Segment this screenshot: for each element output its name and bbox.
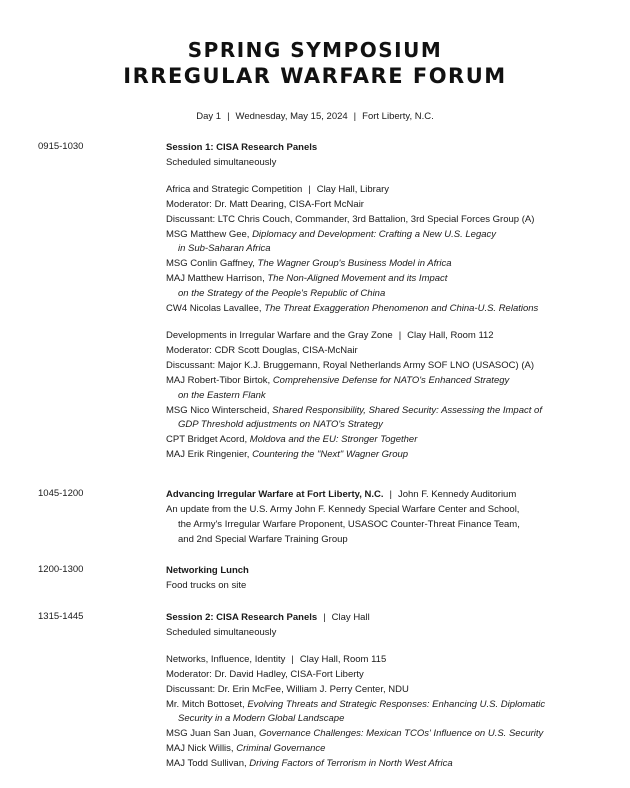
session-title: Session 1: CISA Research Panels xyxy=(166,142,318,153)
session-block xyxy=(166,611,606,772)
session-heading xyxy=(166,611,606,626)
separator: | xyxy=(389,489,392,500)
panel-venue: Clay Hall, Room 112 xyxy=(407,329,494,341)
talk xyxy=(166,698,606,713)
speaker: MAJ Matthew Harrison, xyxy=(166,273,268,285)
panel-name: Networks, Influence, Identity xyxy=(166,653,286,665)
panel-heading xyxy=(166,329,606,344)
date-label: Wednesday, May 15, 2024 xyxy=(235,111,348,122)
talk-title-cont: Security in a Modern Global Landscape xyxy=(178,713,345,725)
session-time: 1200-1300 xyxy=(38,564,84,575)
talk-title: The Non-Aligned Movement and its Impact xyxy=(267,273,448,285)
talk-title: Driving Factors of Terrorism in North West Africa xyxy=(249,758,453,770)
session-time: 0915-1030 xyxy=(38,141,84,152)
moderator: Moderator: Dr. Matt Dearing, CISA-Fort McNair xyxy=(166,198,364,210)
panel-name: Developments in Irregular Warfare and the Gray Zone xyxy=(166,329,393,341)
speaker: MAJ Todd Sullivan, xyxy=(166,758,250,770)
talk xyxy=(166,272,606,287)
description-line: and 2nd Special Warfare Training Group xyxy=(178,533,348,545)
separator: | xyxy=(353,111,357,122)
talk xyxy=(166,302,606,317)
speaker: MSG Nico Winterscheid, xyxy=(166,404,273,416)
session-venue: Clay Hall xyxy=(331,612,370,623)
session-block xyxy=(166,488,606,548)
session-title: Networking Lunch xyxy=(166,565,249,576)
separator: | xyxy=(227,111,230,122)
separator: | xyxy=(323,612,326,623)
separator: | xyxy=(308,183,311,195)
location-label: Fort Liberty, N.C. xyxy=(362,111,434,122)
day-line xyxy=(0,111,630,122)
speaker: MSG Matthew Gee, xyxy=(166,228,253,240)
session-title: Session 2: CISA Research Panels xyxy=(166,612,318,623)
separator: | xyxy=(291,653,294,665)
talk-title: Shared Responsibility, Shared Security: Assessing the Impact of xyxy=(272,404,542,416)
session-time: 1315-1445 xyxy=(38,611,84,622)
speaker: MSG Conlin Gaffney, xyxy=(166,258,258,270)
talk-title: Criminal Governance xyxy=(236,743,326,755)
session-time: 1045-1200 xyxy=(38,488,84,499)
talk-title-cont: GDP Threshold adjustments on NATO's Strategy xyxy=(178,419,383,431)
panel-venue: Clay Hall, Room 115 xyxy=(299,653,387,665)
moderator: Moderator: CDR Scott Douglas, CISA-McNair xyxy=(166,344,358,356)
discussant: Discussant: Major K.J. Bruggemann, Royal Netherlands Army SOF LNO (USASOC) (A) xyxy=(166,359,534,371)
talk-title: Evolving Threats and Strategic Responses: Enhancing U.S. Diplomatic xyxy=(247,698,546,710)
speaker: MAJ Nick Willis, xyxy=(166,743,237,755)
talk xyxy=(166,742,606,757)
description-line: the Army's Irregular Warfare Proponent, USASOC Counter-Threat Finance Team, xyxy=(178,518,520,530)
talk xyxy=(166,433,606,448)
speaker: MAJ Erik Ringenier, xyxy=(166,449,253,461)
speaker: MAJ Robert-Tibor Birtok, xyxy=(166,374,273,386)
session-subtitle: Food trucks on site xyxy=(166,579,247,591)
talk xyxy=(166,448,606,463)
talk-title: Moldova and the EU: Stronger Together xyxy=(249,434,418,446)
talk-title: Countering the "Next" Wagner Group xyxy=(252,449,409,461)
talk-title: Governance Challenges: Mexican TCOs' Influence on U.S. Security xyxy=(258,728,544,740)
talk xyxy=(166,404,606,419)
session-title: Advancing Irregular Warfare at Fort Liberty, N.C. xyxy=(166,489,384,500)
panel-name: Africa and Strategic Competition xyxy=(166,183,303,195)
session-heading xyxy=(166,488,606,503)
day-label: Day 1 xyxy=(196,111,222,122)
session-subtitle: Scheduled simultaneously xyxy=(166,626,277,638)
description-line: An update from the U.S. Army John F. Kennedy Special Warfare Center and School, xyxy=(166,503,520,515)
talk xyxy=(166,727,606,742)
talk-title: Comprehensive Defense for NATO's Enhanced Strategy xyxy=(272,374,510,386)
title-line-1: SPRING SYMPOSIUM xyxy=(187,38,443,62)
session-block xyxy=(166,141,606,463)
talk-title-cont: on the Eastern Flank xyxy=(178,389,266,401)
talk-title: Diplomacy and Development: Crafting a New U.S. Legacy xyxy=(252,228,497,240)
session-subtitle: Scheduled simultaneously xyxy=(166,156,277,168)
speaker: Mr. Mitch Bottoset, xyxy=(166,698,248,710)
panel-heading xyxy=(166,653,606,668)
discussant: Discussant: Dr. Erin McFee, William J. Perry Center, NDU xyxy=(166,683,409,695)
talk-title-cont: in Sub-Saharan Africa xyxy=(178,243,271,255)
speaker: MSG Juan San Juan, xyxy=(166,728,259,740)
talk xyxy=(166,374,606,389)
talk-title-cont: on the Strategy of the People's Republic of China xyxy=(178,288,386,300)
talk xyxy=(166,257,606,272)
talk-title: The Wagner Group's Business Model in Africa xyxy=(257,258,452,270)
session-block xyxy=(166,564,606,594)
separator: | xyxy=(398,329,402,341)
title-line-2: IRREGULAR WARFARE FORUM xyxy=(123,64,507,88)
discussant: Discussant: LTC Chris Couch, Commander, 3rd Battalion, 3rd Special Forces Group (A) xyxy=(166,213,535,225)
speaker: CPT Bridget Acord, xyxy=(166,434,250,446)
speaker: CW4 Nicolas Lavallee, xyxy=(166,303,265,315)
talk xyxy=(166,757,606,772)
panel-heading xyxy=(166,183,606,198)
talk-title: The Threat Exaggeration Phenomenon and China-U.S. Relations xyxy=(264,303,539,315)
session-venue: John F. Kennedy Auditorium xyxy=(397,489,517,500)
panel-venue: Clay Hall, Library xyxy=(316,183,390,195)
talk xyxy=(166,228,606,243)
moderator: Moderator: Dr. David Hadley, CISA-Fort Liberty xyxy=(166,668,364,680)
